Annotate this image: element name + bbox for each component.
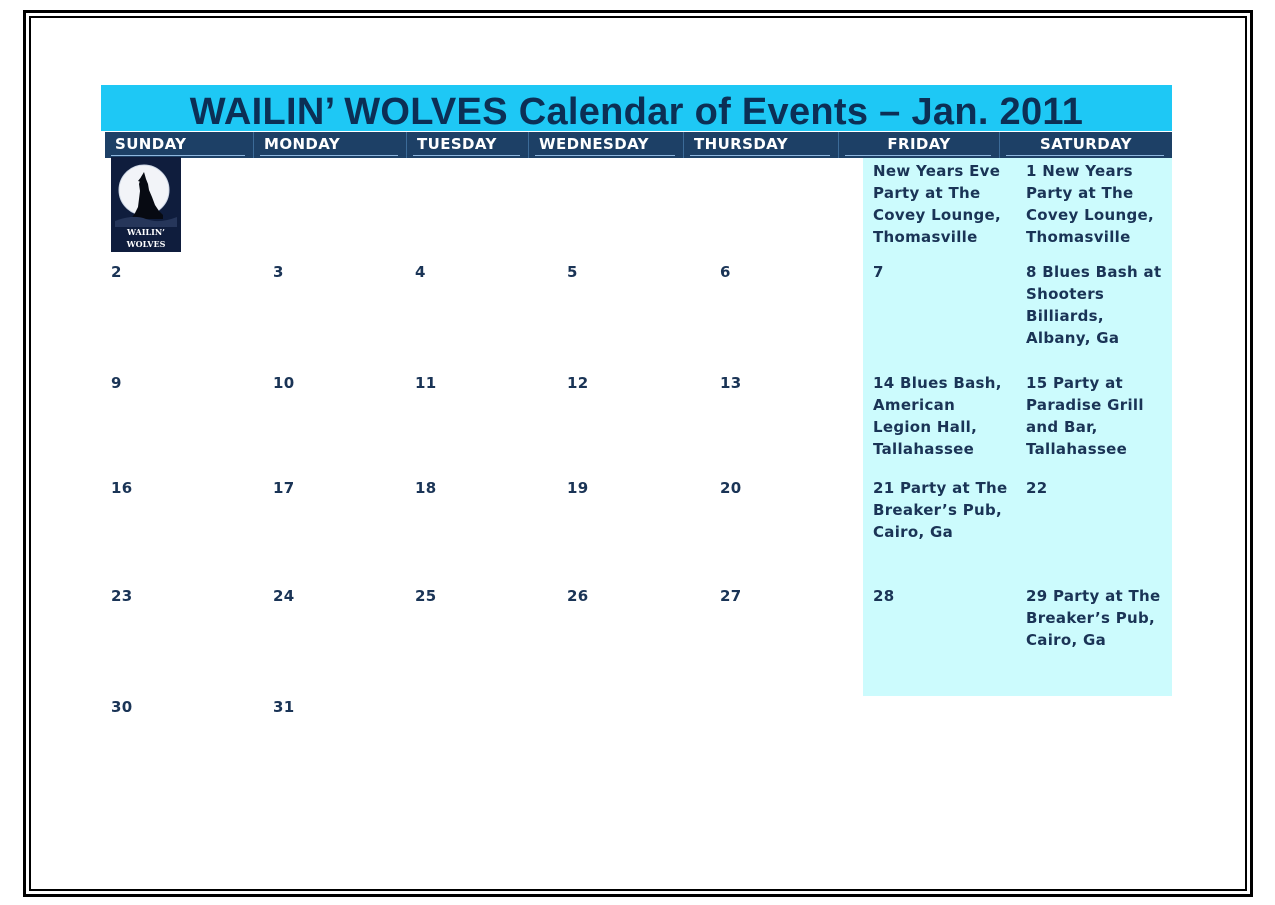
day-header-thursday: THURSDAY (684, 132, 839, 158)
day-cell: 26 (567, 587, 589, 605)
wailin-wolves-logo (111, 157, 181, 252)
day-cell: 4 (415, 263, 426, 281)
day-header-sunday: SUNDAY (105, 132, 254, 158)
day-header-tuesday: TUESDAY (407, 132, 529, 158)
day-cell: 16 (111, 479, 133, 497)
day-cell: 17 (273, 479, 295, 497)
day-header-monday: MONDAY (254, 132, 407, 158)
day-cell: 15 Party at Paradise Grill and Bar, Tallahassee (1026, 374, 1144, 458)
day-cell: 1 New Years Party at The Covey Lounge, Thomasville (1026, 162, 1154, 246)
day-header-wednesday: WEDNESDAY (529, 132, 684, 158)
day-cell: 12 (567, 374, 589, 392)
day-cell: 31 (273, 698, 295, 716)
day-cell: 9 (111, 374, 122, 392)
day-cell: 23 (111, 587, 133, 605)
day-header-saturday: SATURDAY (1000, 132, 1172, 158)
day-cell: 22 (1026, 479, 1048, 497)
day-cell: 24 (273, 587, 295, 605)
day-cell: 13 (720, 374, 742, 392)
day-cell: 19 (567, 479, 589, 497)
day-cell: New Years Eve Party at The Covey Lounge, Thomasville (873, 162, 1001, 246)
day-cell: 7 (873, 263, 884, 281)
day-cell: 25 (415, 587, 437, 605)
day-header-row (105, 132, 1172, 158)
day-cell: 30 (111, 698, 133, 716)
day-cell: 18 (415, 479, 437, 497)
day-cell: 21 Party at The Breaker’s Pub, Cairo, Ga (873, 479, 1008, 541)
day-cell: 11 (415, 374, 437, 392)
day-cell: 20 (720, 479, 742, 497)
day-cell: 28 (873, 587, 895, 605)
day-cell: 6 (720, 263, 731, 281)
day-cell: 27 (720, 587, 742, 605)
day-cell: 29 Party at The Breaker’s Pub, Cairo, Ga (1026, 587, 1161, 649)
day-header-friday: FRIDAY (839, 132, 1000, 158)
logo-line1: WAILIN’ (127, 227, 165, 237)
day-cell: 2 (111, 263, 122, 281)
day-cell: 10 (273, 374, 295, 392)
howling-wolf-icon (111, 157, 181, 252)
calendar-title: WAILIN’ WOLVES Calendar of Events – Jan. 2011 (101, 85, 1172, 131)
day-cell: 5 (567, 263, 578, 281)
day-cell: 8 Blues Bash at Shooters Billiards, Albany, Ga (1026, 263, 1162, 347)
day-cell: 14 Blues Bash, American Legion Hall, Tallahassee (873, 374, 1002, 458)
logo-line2: WOLVES (126, 239, 166, 249)
day-cell: 3 (273, 263, 284, 281)
